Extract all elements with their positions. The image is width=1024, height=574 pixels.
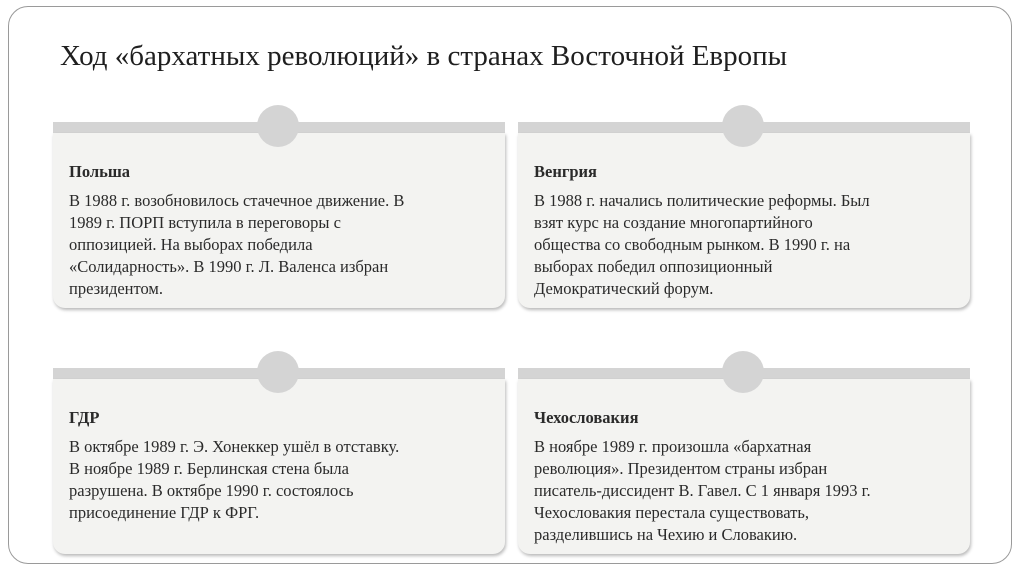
card-text-line: революция». Президентом страны избран bbox=[534, 459, 828, 478]
card-text-line: В ноябре 1989 г. Берлинская стена была bbox=[69, 459, 349, 478]
card-text-line: Демократический форум. bbox=[534, 279, 714, 298]
card-text-line: общества со свободным рынком. В 1990 г. на bbox=[534, 235, 851, 254]
card-text-line: выборах победил оппозиционный bbox=[534, 257, 773, 276]
card-text bbox=[534, 436, 954, 546]
card-text-line: В 1988 г. возобновилось стачечное движение. В bbox=[69, 191, 405, 210]
card-gdr bbox=[53, 368, 505, 554]
card-text-line: В октябре 1989 г. Э. Хонеккер ушёл в отставку. bbox=[69, 437, 400, 456]
card-text-line: президентом. bbox=[69, 279, 163, 298]
card-heading: Венгрия bbox=[534, 162, 597, 181]
card-text bbox=[69, 436, 489, 524]
card-circle-ornament bbox=[257, 105, 299, 147]
card-circle-ornament bbox=[722, 105, 764, 147]
card-text-line: оппозицией. На выборах победила bbox=[69, 235, 313, 254]
card-text-line: взят курс на создание многопартийного bbox=[534, 213, 813, 232]
card-text bbox=[534, 190, 954, 300]
card-text bbox=[69, 190, 489, 300]
card-heading: ГДР bbox=[69, 408, 100, 427]
card-text-line: Чехословакия перестала существовать, bbox=[534, 503, 809, 522]
card-text-line: разрушена. В октябре 1990 г. состоялось bbox=[69, 481, 354, 500]
card-circle-ornament bbox=[722, 351, 764, 393]
card-circle-ornament bbox=[257, 351, 299, 393]
card-text-line: 1989 г. ПОРП вступила в переговоры с bbox=[69, 213, 341, 232]
card-hungary bbox=[518, 122, 970, 308]
card-heading: Чехословакия bbox=[534, 408, 639, 427]
card-poland bbox=[53, 122, 505, 308]
card-text-line: «Солидарность». В 1990 г. Л. Валенса избран bbox=[69, 257, 389, 276]
card-text-line: писатель-диссидент В. Гавел. С 1 января 1993 г. bbox=[534, 481, 871, 500]
slide-title: Ход «бархатных революций» в странах Восточной Европы bbox=[60, 40, 788, 72]
card-text-line: присоединение ГДР к ФРГ. bbox=[69, 503, 260, 522]
card-heading: Польша bbox=[69, 162, 131, 181]
card-text-line: В 1988 г. начались политические реформы. Был bbox=[534, 191, 870, 210]
card-czechoslovakia bbox=[518, 368, 970, 554]
card-text-line: разделившись на Чехию и Словакию. bbox=[534, 525, 798, 544]
card-text-line: В ноябре 1989 г. произошла «бархатная bbox=[534, 437, 812, 456]
